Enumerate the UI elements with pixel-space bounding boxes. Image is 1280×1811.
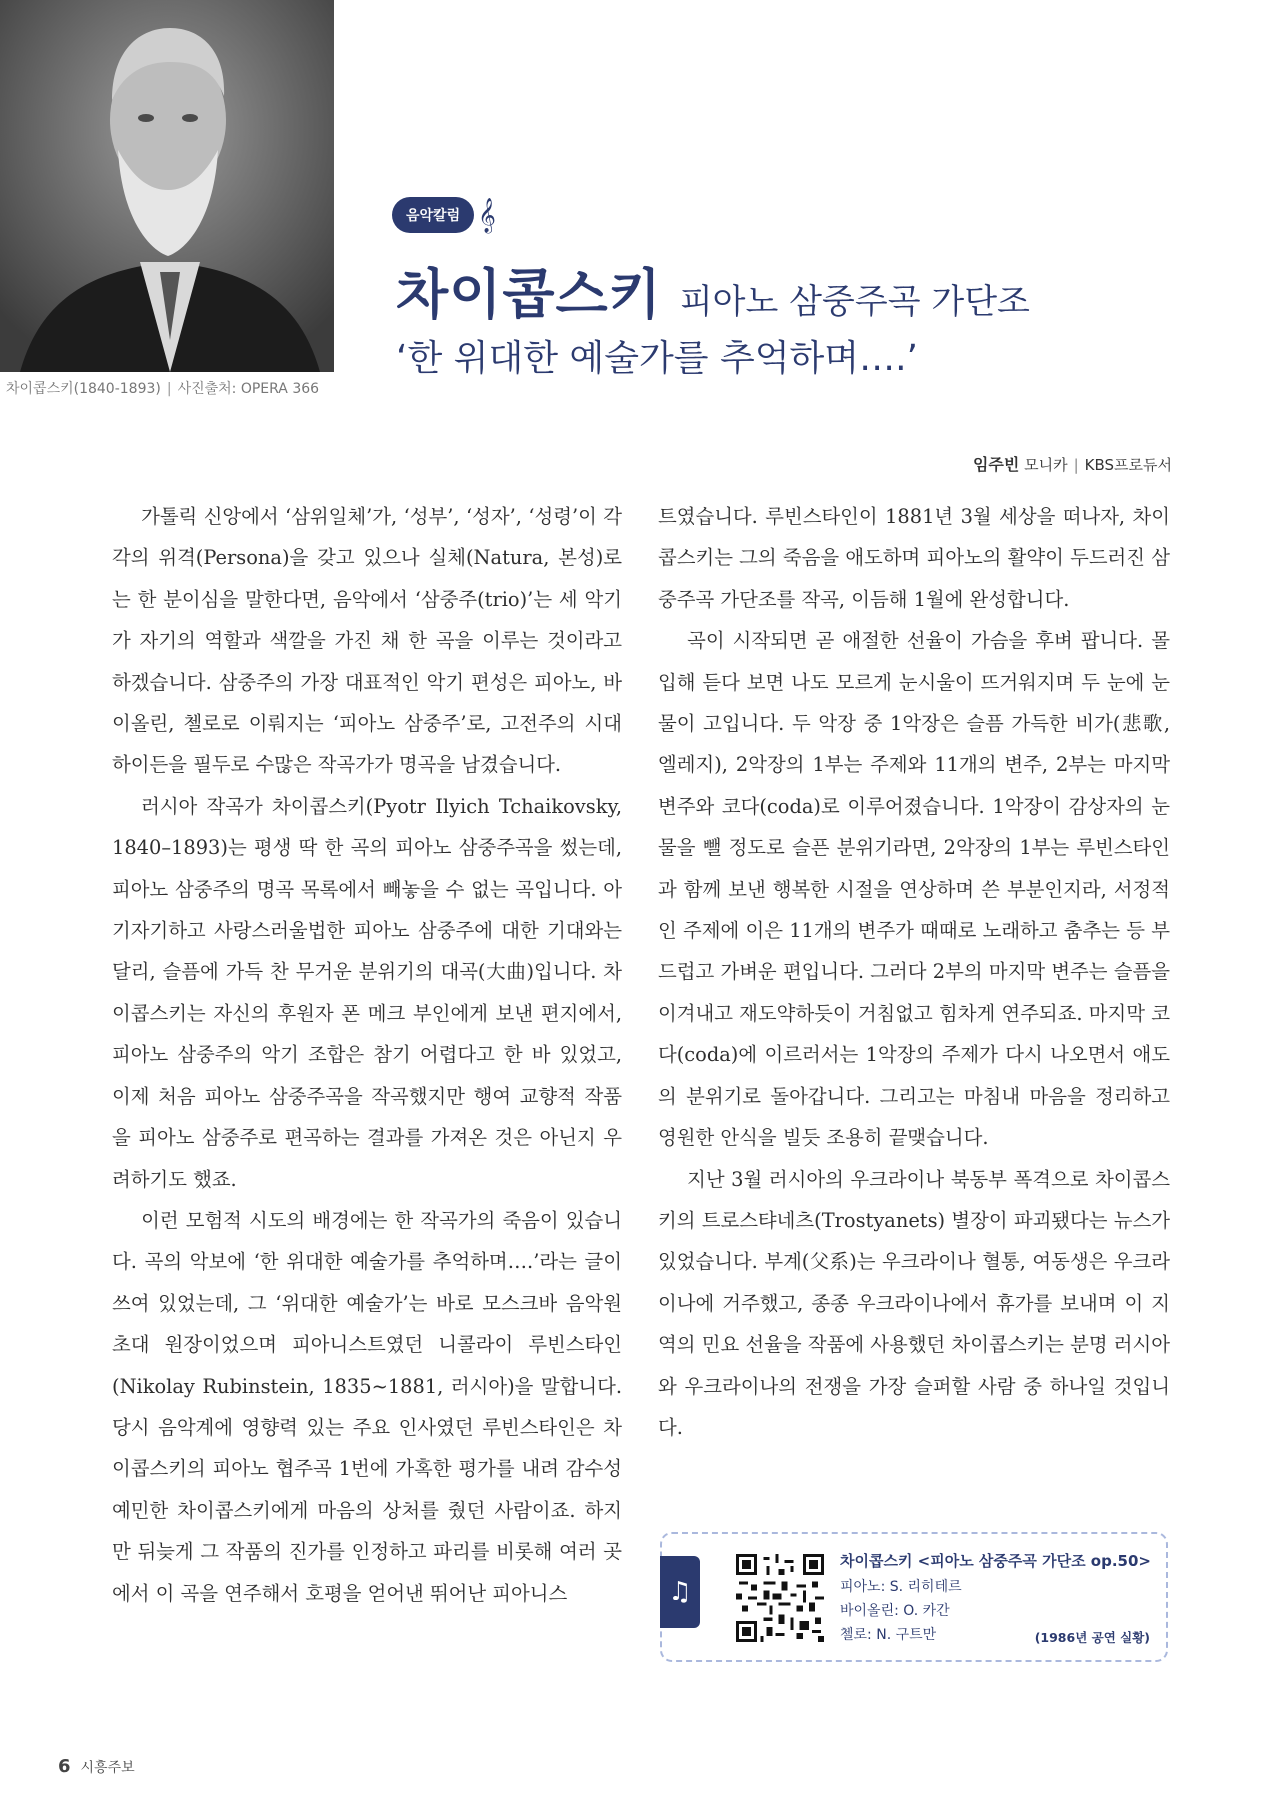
article-subtitle: ‘한 위대한 예술가를 추억하며….’: [396, 338, 918, 379]
author-role: 모니카: [1024, 456, 1068, 474]
page-footer: [58, 1756, 135, 1777]
portrait-photo: [0, 0, 334, 372]
paragraph: 곡이 시작되면 곧 애절한 선율이 가슴을 후벼 팝니다. 몰입해 듣다 보면 나도 모르게 눈시울이 뜨거워지며 두 눈에 눈물이 고입니다. 두 악장 중 1악장은 슬픔 가득한 비가(悲歌, 엘레지), 2악장의 1부는 주제와 11개의 변주, 2부는 마지막 변주와 코다(coda)로 이루어졌습니다. 1악장이 감상자의 눈물을 뺄 정도로 슬픈 분위기라면, 2악장의 1부는 루빈스타인과 함께 보낸 행복한 시절을 연상하며 쓴 부분인지라, 서정적인 주제에 이은 11개의 변주가 때때로 노래하고 춤추는 등 부드럽고 가벼운 편입니다. 그러다 2부의 마지막 변주는 슬픔을 이겨내고 재도약하듯이 거침없고 힘차게 연주되죠. 마지막 코다(coda)에 이르러서는 1악장의 주제가 다시 나오면서 애도의 분위기로 돌아갑니다. 그리고는 마침내 마음을 정리하고 영원한 안식을 빌듯 조용히 끝맺습니다.: [658, 629, 1170, 1150]
caption-name: 차이콥스키(1840-1893): [6, 381, 161, 397]
caption-separator: |: [166, 381, 172, 397]
listening-info-box: [660, 1532, 1168, 1662]
paragraph: 러시아 작곡가 차이콥스키(Pyotr Ilyich Tchaikovsky, 1840–1893)는 평생 딱 한 곡의 피아노 삼중주곡을 썼는데, 피아노 삼중주의 명곡 목록에서 빼놓을 수 없는 곡입니다. 아기자기하고 사랑스러울법한 피아노 삼중주에 대한 기대와는 달리, 슬픔에 가득 찬 무거운 분위기의 대곡(大曲)입니다. 차이콥스키는 자신의 후원자 폰 메크 부인에게 보낸 편지에서, 피아노 삼중주의 악기 조합은 참기 어렵다고 한 바 있었고, 이제 처음 피아노 삼중주곡을 작곡했지만 행여 교향적 작품을 피아노 삼중주로 편곡하는 결과를 가져온 것은 아닌지 우려하기도 했죠.: [112, 794, 622, 1191]
byline-separator: |: [1073, 456, 1079, 474]
recording-title: 차이콥스키 <피아노 삼중주곡 가단조 op.50>: [840, 1552, 1151, 1570]
portrait-illustration: [0, 0, 334, 372]
byline: [973, 452, 1172, 475]
paragraph: 지난 3월 러시아의 우크라이나 북동부 폭격으로 차이콥스키의 트로스탸네츠(Trostyanets) 별장이 파괴됐다는 뉴스가 있었습니다. 부계(父系)는 우크라이나 혈통, 여동생은 우크라이나에 거주했고, 종종 우크라이나에서 휴가를 보내며 이 지역의 민요 선율을 작품에 사용했던 차이콥스키는 분명 러시아와 우크라이나의 전쟁을 가장 슬퍼할 사람 중 하나일 것입니다.: [658, 1167, 1170, 1439]
publication-name: 시흥주보: [80, 1760, 135, 1776]
body-column-right: [658, 496, 1170, 1448]
title-composer: 차이콥스키: [396, 263, 662, 326]
column-badge-label: 음악칼럼: [392, 197, 474, 233]
performer-cello: 첼로: N. 구트만: [840, 1627, 937, 1643]
qr-code[interactable]: [736, 1554, 824, 1642]
performer-piano: 피아노: S. 리히테르: [840, 1579, 962, 1595]
performer-violin: 바이올린: O. 카간: [840, 1603, 950, 1619]
body-column-left: [112, 496, 622, 1614]
paragraph: 가톨릭 신앙에서 ‘삼위일체’가, ‘성부’, ‘성자’, ‘성령’이 각각의 위격(Persona)을 갖고 있으나 실체(Natura, 본성)로는 한 분이심을 말한다면, 음악에서 ‘삼중주(trio)’는 세 악기가 자기의 역할과 색깔을 가진 채 한 곡을 이루는 것이라고 하겠습니다. 삼중주의 가장 대표적인 악기 편성은 피아노, 바이올린, 첼로로 이뤄지는 ‘피아노 삼중주’로, 고전주의 시대 하이든을 필두로 수많은 작곡가가 명곡을 남겼습니다.: [112, 505, 622, 777]
column-badge: [392, 196, 496, 234]
paragraph: 트였습니다. 루빈스타인이 1881년 3월 세상을 떠나자, 차이콥스키는 그의 죽음을 애도하며 피아노의 활약이 두드러진 삼중주곡 가단조를 작곡, 이듬해 1월에 완성합니다.: [658, 505, 1170, 611]
title-work: 피아노 삼중주곡 가단조: [679, 282, 1030, 322]
page-number: 6: [58, 1756, 71, 1777]
article-title: [396, 252, 1030, 329]
caption-source: 사진출처: OPERA 366: [177, 381, 320, 397]
treble-clef-icon: 𝄞: [478, 197, 496, 233]
music-note-icon: ♫: [660, 1556, 700, 1628]
author-org: KBS프로듀서: [1084, 456, 1172, 474]
author-name: 임주빈: [972, 455, 1020, 474]
paragraph: 이런 모험적 시도의 배경에는 한 작곡가의 죽음이 있습니다. 곡의 악보에 ‘한 위대한 예술가를 추억하며….’라는 글이 쓰여 있었는데, 그 ‘위대한 예술가’는 바로 모스크바 음악원 초대 원장이었으며 피아니스트였던 니콜라이 루빈스타인(Nikolay Rubinstein, 1835~1881, 러시아)을 말합니다. 당시 음악계에 영향력 있는 주요 인사였던 루빈스타인은 차이콥스키의 피아노 협주곡 1번에 가혹한 평가를 내려 감수성 예민한 차이콥스키에게 마음의 상처를 줬던 사람이죠. 하지만 뒤늦게 그 작품의 진가를 인정하고 파리를 비롯해 여러 곳에서 이 곡을 연주해서 호평을 얻어낸 뛰어난 피아니스: [112, 1208, 622, 1605]
recording-note: (1986년 공연 실황): [1034, 1630, 1150, 1645]
photo-caption: [6, 378, 319, 398]
